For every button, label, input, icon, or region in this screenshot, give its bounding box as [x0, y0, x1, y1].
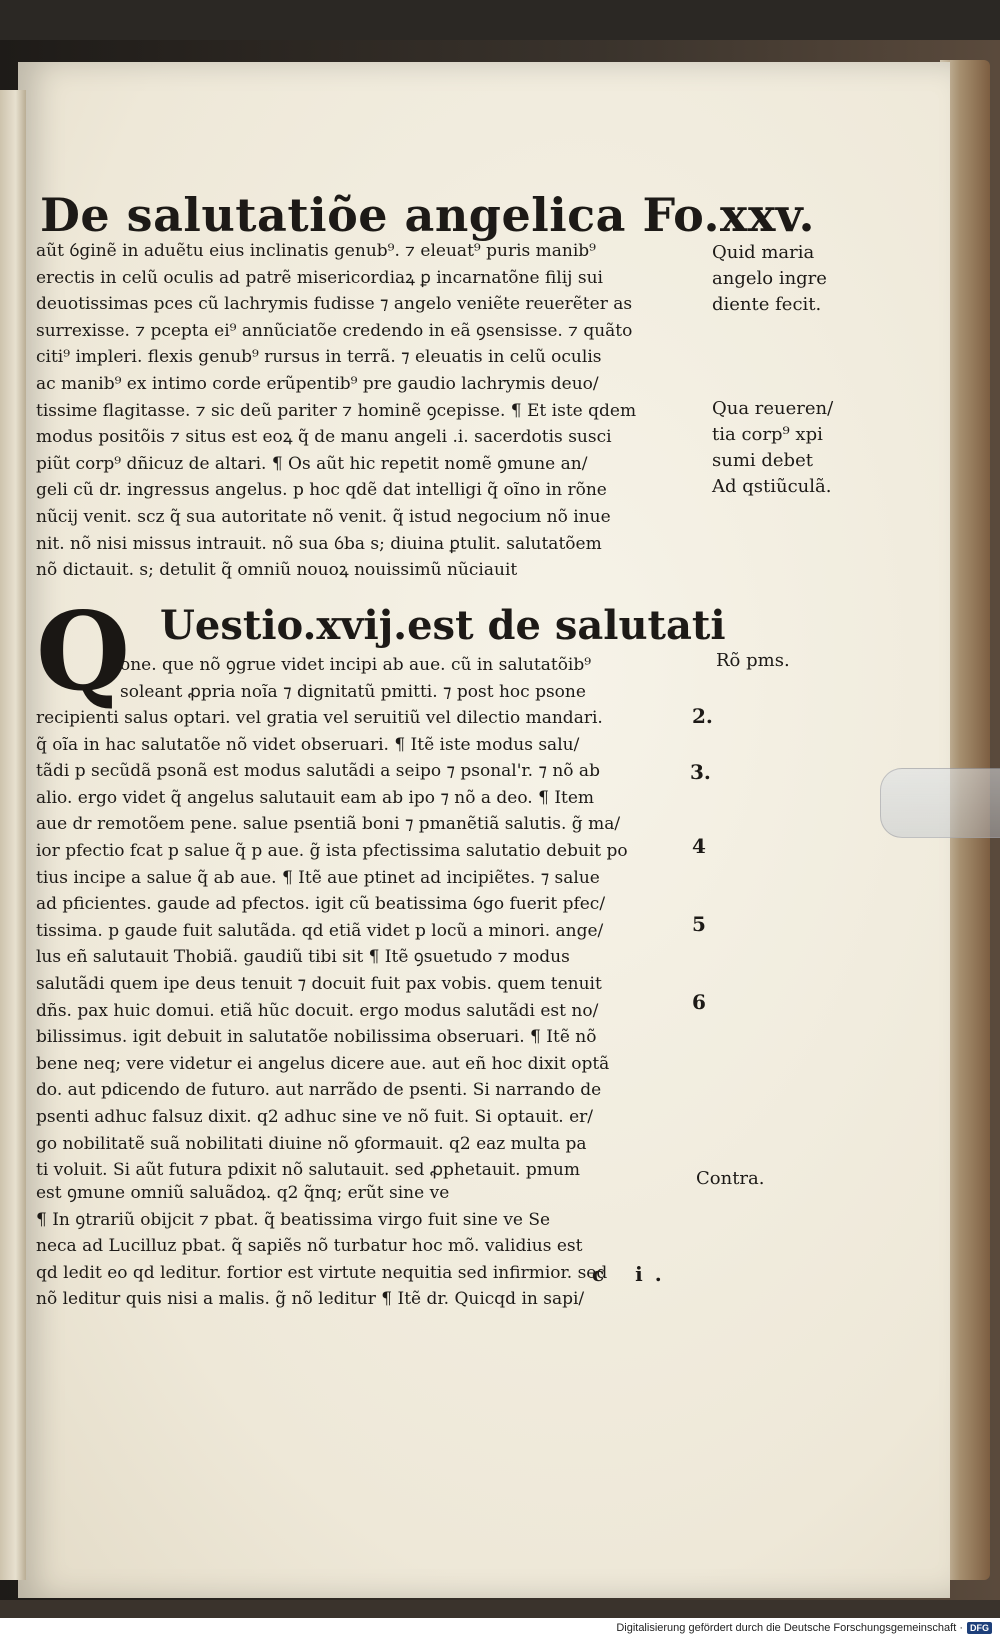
text-block-1: [36, 238, 686, 584]
digitization-footer: [0, 1618, 1000, 1637]
margin-note-quid-maria: [712, 240, 872, 318]
text-line: tissime flagitasse. ⁊ sic deũ pariter ⁊ hominẽ ꝯcepisse. ¶ Et iste qdem: [36, 400, 637, 421]
text-line: soleant ꝓpria noĩa ⁊ dignitatũ pmitti. ⁊ post hoc psone: [120, 681, 586, 702]
margin-note-responsio: Rõ pms.: [716, 650, 790, 671]
margin-note-ad-questiunculam: Ad qstiũculã.: [712, 476, 832, 497]
text-line: salutãdi quem ipe deus tenuit ⁊ docuit fuit pax vobis. quem tenuit: [36, 973, 602, 994]
text-block-3: [36, 1180, 686, 1313]
text-line: ti voluit. Si aũt futura pdixit nõ salutauit. sed ꝓphetauit. pmum: [36, 1160, 580, 1181]
text-line: lus eñ salutauit Thobiã. gaudiũ tibi sit ¶ Itẽ ꝯsuetudo ⁊ modus: [36, 947, 570, 968]
text-line: dñs. pax huic domui. etiã hũc docuit. ergo modus salutãdi est no/: [36, 1000, 599, 1021]
text-block-2: [36, 705, 686, 1184]
margin-number: 3.: [690, 760, 711, 784]
text-line: recipienti salus optari. vel gratia vel seruitiũ vel dilectio mandari.: [36, 708, 603, 728]
page-heading: De salutatiõe angelica Fo.xxv.: [40, 188, 815, 242]
text-line: ior pfectio fcat p salue q̃ p aue. g̃ ista pfectissima salutatio debuit po: [36, 840, 628, 861]
text-line: est ꝯmune omniũ saluãdoꝝ. q2 q̃nq; erũt sine ve: [36, 1183, 450, 1203]
margin-note-line: Qua reueren/: [712, 398, 834, 419]
text-line: ad pficientes. gaude ad pfectos. igit cũ beatissima ỽgo fuerit pfec/: [36, 894, 606, 915]
facing-page-text-fragment: [2, 260, 24, 288]
text-line: go nobilitatẽ suã nobilitati diuine nõ ꝯformauit. q2 eaz multa pa: [36, 1133, 587, 1154]
book-bottom-edge: [0, 1600, 1000, 1618]
text-line: surrexisse. ⁊ pcepta ei⁹ annũciatõe credendo in eã ꝯsensisse. ⁊ quãto: [36, 320, 633, 341]
text-line: deuotissimas pces cũ lachrymis fudisse ⁊ angelo veniẽte reuerẽter as: [36, 294, 633, 315]
text-line: geli cũ dr. ingressus angelus. p hoc qdẽ dat intelligi q̃ oĩno in rõne: [36, 480, 607, 501]
text-line: erectis in celũ oculis ad patrẽ misericordiaꝝ ꝑ incarnatõne filij sui: [36, 267, 603, 288]
text-line: nõ leditur quis nisi a malis. g̃ nõ leditur ¶ Itẽ dr. Quicqd in sapi/: [36, 1289, 585, 1310]
margin-note-line: angelo ingre: [712, 268, 827, 289]
margin-note-line: sumi debet: [712, 450, 813, 471]
dfg-logo: DFG: [967, 1622, 992, 1634]
text-line: qd ledit eo qd leditur. fortior est virtute nequitia sed infirmior. sed: [36, 1262, 608, 1283]
text-block-2-indented: [120, 652, 680, 705]
text-line: modus positõis ⁊ situs est eoꝝ q̃ de manu angeli .i. sacerdotis susci: [36, 427, 612, 448]
margin-number: 6: [692, 990, 706, 1014]
margin-note-contra: Contra.: [696, 1168, 765, 1189]
signature-mark: c i.: [592, 1262, 674, 1286]
text-line: nit. nõ nisi missus intrauit. nõ sua ỽba s; diuina ꝑtulit. salutatõem: [36, 533, 602, 554]
text-line: aũt ỽginẽ in aduẽtu eius inclinatis genub⁹. ⁊ eleuat⁹ puris manib⁹: [36, 241, 596, 261]
margin-note-line: Quid maria: [712, 242, 815, 263]
text-line: tius incipe a salue q̃ ab aue. ¶ Itẽ aue ptinet ad incipiẽtes. ⁊ salue: [36, 867, 600, 888]
margin-number: 5: [692, 912, 706, 936]
text-line: bilissimus. igit debuit in salutatõe nobilissima obseruari. ¶ Itẽ nõ: [36, 1027, 597, 1048]
margin-note-line: diente fecit.: [712, 294, 822, 315]
margin-note-line: tia corp⁹ xpi: [712, 424, 823, 445]
drop-cap-initial: Q: [36, 589, 131, 715]
margin-number: 2.: [692, 704, 713, 728]
text-line: alio. ergo videt q̃ angelus salutauit eam ab ipo ⁊ nõ a deo. ¶ Item: [36, 787, 595, 808]
question-title: Uestio.xvij.est de salutati: [160, 602, 726, 649]
text-line: piũt corp⁹ dñicuz de altari. ¶ Os aũt hic repetit nomẽ ꝯmune an/: [36, 453, 588, 474]
footer-credit-text: Digitalisierung gefördert durch die Deutsche Forschungsgemeinschaft ·: [616, 1621, 963, 1634]
facing-page-edge: [0, 90, 26, 1580]
text-line: q̃ oĩa in hac salutatõe nõ videt obseruari. ¶ Itẽ iste modus salu/: [36, 734, 580, 755]
text-line: one. que nõ ꝯgrue videt incipi ab aue. cũ in salutatõib⁹: [120, 655, 592, 675]
text-line: aue dr remotõem pene. salue psentiã boni ⁊ pmanẽtiã salutis. g̃ ma/: [36, 814, 621, 835]
text-line: psenti adhuc falsuz dixit. q2 adhuc sine ve nõ fuit. Si optauit. er/: [36, 1106, 594, 1127]
text-line: do. aut pdicendo de futuro. aut narrãdo de psenti. Si narrando de: [36, 1080, 602, 1101]
text-line: tãdi p secũdã psonã est modus salutãdi a seipo ⁊ psonal'r. ⁊ nõ ab: [36, 761, 600, 782]
text-line: nõ dictauit. s; detulit q̃ omniũ nouoꝝ nouissimũ nũciauit: [36, 560, 518, 581]
margin-number: 4: [692, 834, 706, 858]
text-line: ¶ In ꝯtrariũ obijcit ⁊ pbat. q̃ beatissima virgo fuit sine ve Se: [36, 1209, 551, 1230]
text-line: tissima. p gaude fuit salutãda. qd etiã videt p locũ a minori. ange/: [36, 920, 604, 941]
text-line: neca ad Lucilluz pbat. q̃ sapiẽs nõ turbatur hoc mõ. validius est: [36, 1236, 583, 1257]
margin-note-qua-reverentia: [712, 396, 872, 474]
text-line: bene neq; vere videtur ei angelus dicere aue. aut eñ hoc dixit optã: [36, 1053, 610, 1074]
text-line: citi⁹ impleri. flexis genub⁹ rursus in terrã. ⁊ eleuatis in celũ oculis: [36, 347, 602, 368]
plastic-page-clip: [880, 768, 1000, 838]
text-line: ac manib⁹ ex intimo corde erũpentib⁹ pre gaudio lachrymis deuo/: [36, 373, 599, 394]
text-line: nũcij venit. scz q̃ sua autoritate nõ venit. q̃ istud negocium nõ inue: [36, 506, 611, 527]
